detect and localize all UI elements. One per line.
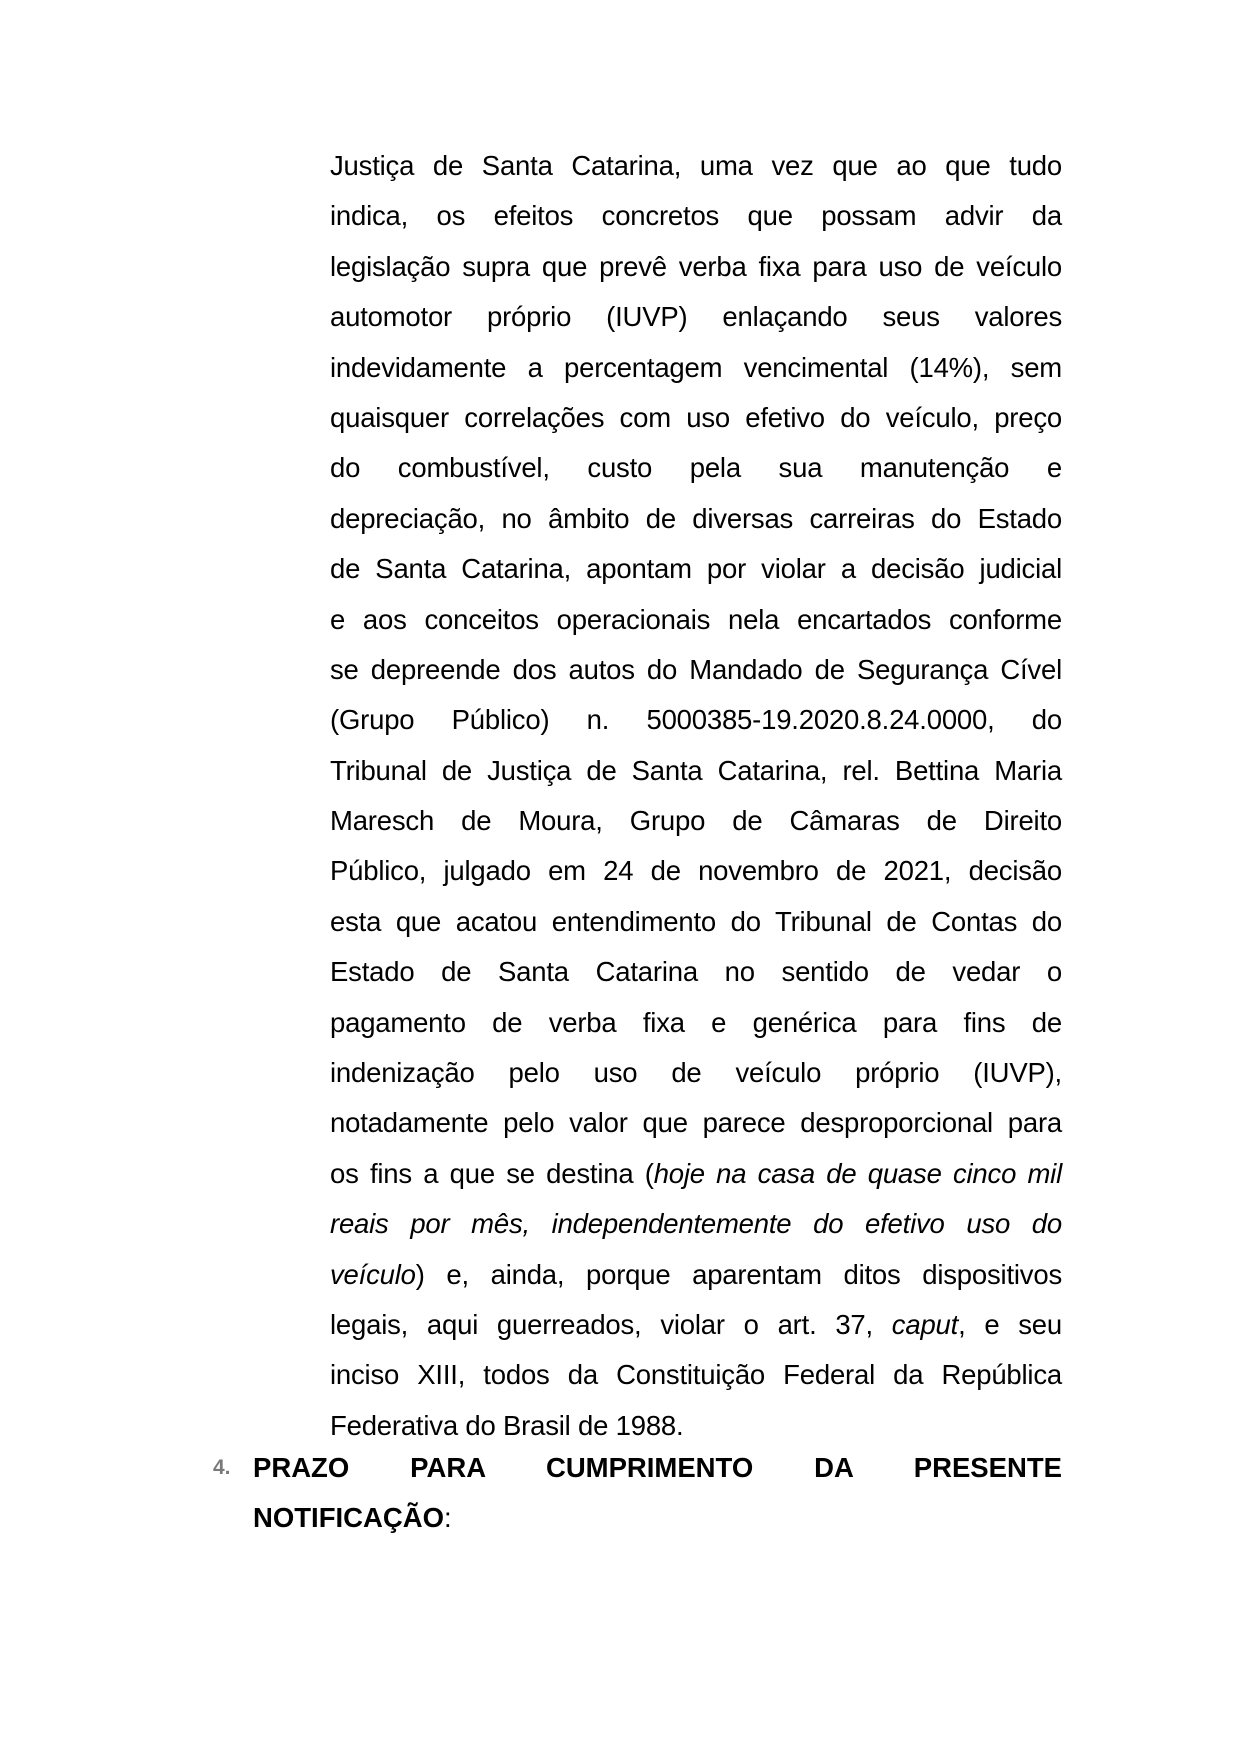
italic-text: reais por mês, independentemente do efetivo uso do [330, 1208, 1062, 1240]
section-title-colon: : [443, 1502, 452, 1534]
paragraph-line [330, 846, 1062, 896]
paragraph-line [330, 1098, 1062, 1148]
paragraph-line [330, 645, 1062, 695]
paragraph-line [330, 947, 1062, 997]
paragraph-line [330, 242, 1062, 292]
paragraph-line [330, 1149, 1062, 1199]
paragraph-line [330, 595, 1062, 645]
body-paragraph [330, 141, 1062, 1451]
text-run: Estado de Santa Catarina no sentido de vedar o [330, 956, 1062, 988]
paragraph-line [330, 544, 1062, 594]
text-run: Tribunal de Justiça de Santa Catarina, rel. Bettina Maria [330, 754, 1062, 786]
section-number: 4. [213, 1456, 231, 1479]
paragraph-line [330, 796, 1062, 846]
paragraph-line [330, 1048, 1062, 1098]
paragraph-line [330, 1250, 1062, 1300]
paragraph-line [330, 191, 1062, 241]
text-run: (Grupo Público) n. 5000385-19.2020.8.24.0000, do [330, 704, 1062, 736]
paragraph-line [330, 494, 1062, 544]
paragraph-line [330, 897, 1062, 947]
paragraph-line [330, 141, 1062, 191]
text-run: Público, julgado em 24 de novembro de 2021, decisão [330, 855, 1062, 887]
paragraph-line [330, 1300, 1062, 1350]
text-run: indevidamente a percentagem vencimental (14%), sem [330, 351, 1062, 383]
text-run: , e seu [958, 1308, 1062, 1340]
text-run: automotor próprio (IUVP) enlaçando seus valores [330, 301, 1062, 333]
text-run: se depreende dos autos do Mandado de Segurança Cível [330, 653, 1062, 685]
paragraph-line [330, 343, 1062, 393]
section-heading [213, 1443, 1062, 1544]
text-run: quaisquer correlações com uso efetivo do veículo, preço [330, 401, 1062, 433]
text-run: notadamente pelo valor que parece desproporcional para [330, 1107, 1062, 1139]
paragraph-line [330, 393, 1062, 443]
paragraph-line [330, 1199, 1062, 1249]
text-run: os fins a que se destina ( [330, 1157, 654, 1189]
text-run: Federativa do Brasil de 1988. [330, 1409, 684, 1441]
text-run: indica, os efeitos concretos que possam advir da [330, 200, 1062, 232]
italic-text: veículo [330, 1258, 416, 1290]
paragraph-line [330, 292, 1062, 342]
section-title-text: NOTIFICAÇÃO [253, 1502, 444, 1534]
text-run: inciso XIII, todos da Constituição Federal da República [330, 1359, 1062, 1391]
paragraph-line [330, 998, 1062, 1048]
text-run: pagamento de verba fixa e genérica para fins de [330, 1006, 1062, 1038]
italic-text: caput [891, 1308, 959, 1340]
paragraph-line [330, 1350, 1062, 1400]
text-run: esta que acatou entendimento do Tribunal de Contas do [330, 905, 1062, 937]
text-run: legais, aqui guerreados, violar o art. 37, [330, 1308, 892, 1340]
text-run: e aos conceitos operacionais nela encartados conforme [330, 603, 1062, 635]
text-run: Maresch de Moura, Grupo de Câmaras de Direito [330, 805, 1062, 837]
text-run: legislação supra que prevê verba fixa para uso de veículo [330, 250, 1062, 282]
italic-text: hoje na casa de quase cinco mil [653, 1157, 1062, 1189]
text-run: ) e, ainda, porque aparentam ditos dispositivos [415, 1258, 1062, 1290]
text-run: indenização pelo uso de veículo próprio (IUVP), [330, 1057, 1062, 1089]
section-title-line-2 [253, 1493, 1062, 1543]
paragraph-line [330, 443, 1062, 493]
text-run: de Santa Catarina, apontam por violar a decisão judicial [330, 553, 1062, 585]
paragraph-line [330, 695, 1062, 745]
text-run: Justiça de Santa Catarina, uma vez que ao que tudo [330, 150, 1062, 181]
section-title-line-1: PRAZO PARA CUMPRIMENTO DA PRESENTE [253, 1452, 1062, 1483]
text-run: do combustível, custo pela sua manutenção e [330, 452, 1062, 484]
paragraph-line [330, 746, 1062, 796]
text-run: depreciação, no âmbito de diversas carreiras do Estado [330, 502, 1062, 534]
